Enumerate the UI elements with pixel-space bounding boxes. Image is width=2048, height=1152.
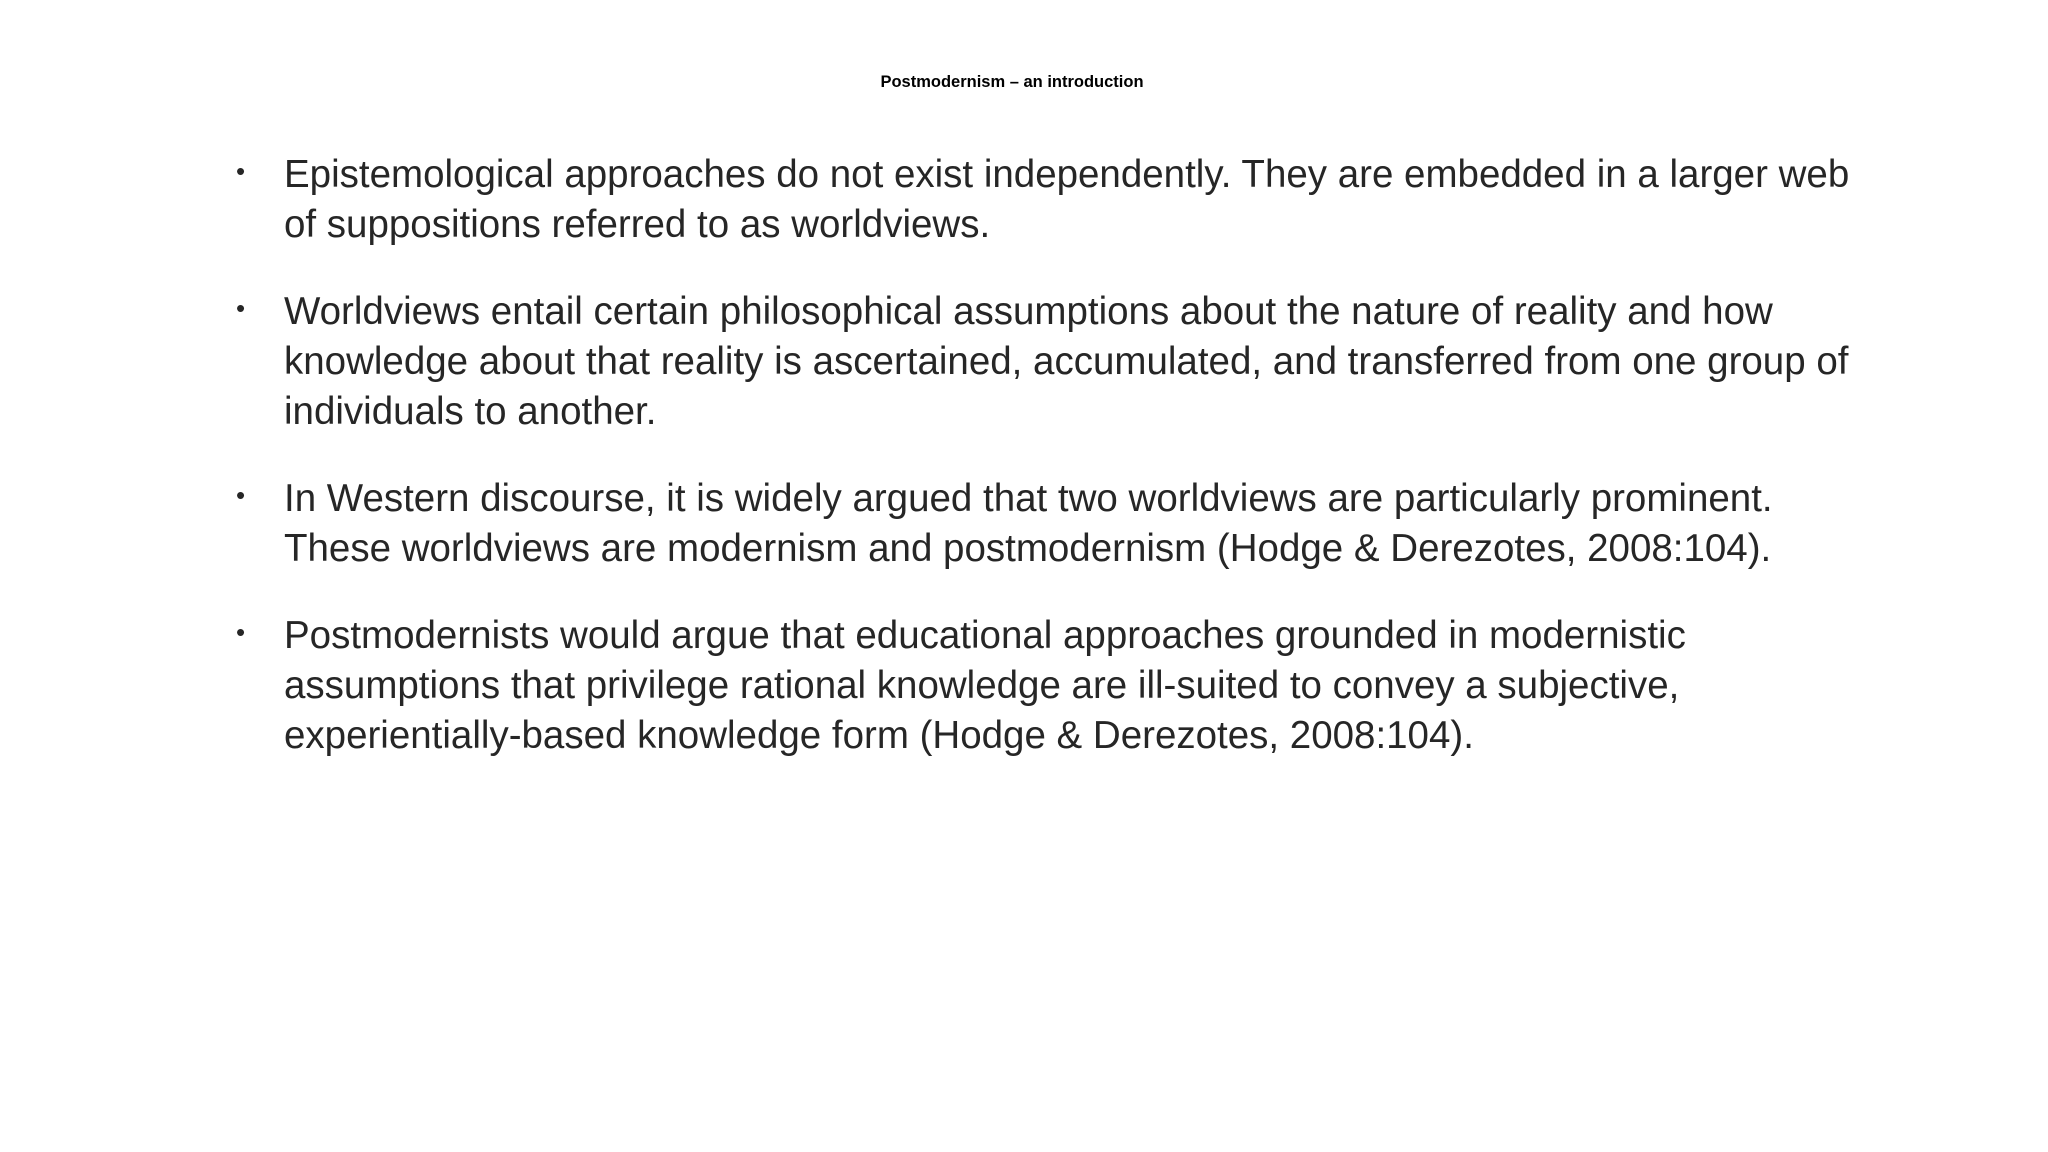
bullet-text: Epistemological approaches do not exist independently. They are embedded in a larger web of suppositions referred to as worldviews. [284, 153, 1850, 246]
bullet-list [236, 150, 1876, 761]
bullet-item [236, 611, 1876, 761]
bullet-dot-icon: • [236, 293, 246, 323]
bullet-text: In Western discourse, it is widely argued that two worldviews are particularly prominent. These worldviews are modernism and postmodernism (Hodge & Derezotes, 2008:104). [284, 477, 1773, 570]
bullet-dot-icon: • [236, 617, 246, 647]
slide-title: Postmodernism – an introduction [880, 73, 1144, 91]
bullet-text: Postmodernists would argue that educational approaches grounded in modernistic assumptions that privilege rational knowledge are ill-suited to convey a subjective, experientially-based knowledge form (Hodge & Derezotes, 2008:104). [284, 614, 1686, 757]
bullet-item [236, 474, 1876, 574]
bullet-item [236, 150, 1876, 250]
bullet-item [236, 287, 1876, 437]
bullet-dot-icon: • [236, 156, 246, 186]
bullet-dot-icon: • [236, 480, 246, 510]
bullet-text: Worldviews entail certain philosophical assumptions about the nature of reality and how knowledge about that reality is ascertained, accumulated, and transferred from one group of individuals to another. [284, 290, 1849, 433]
